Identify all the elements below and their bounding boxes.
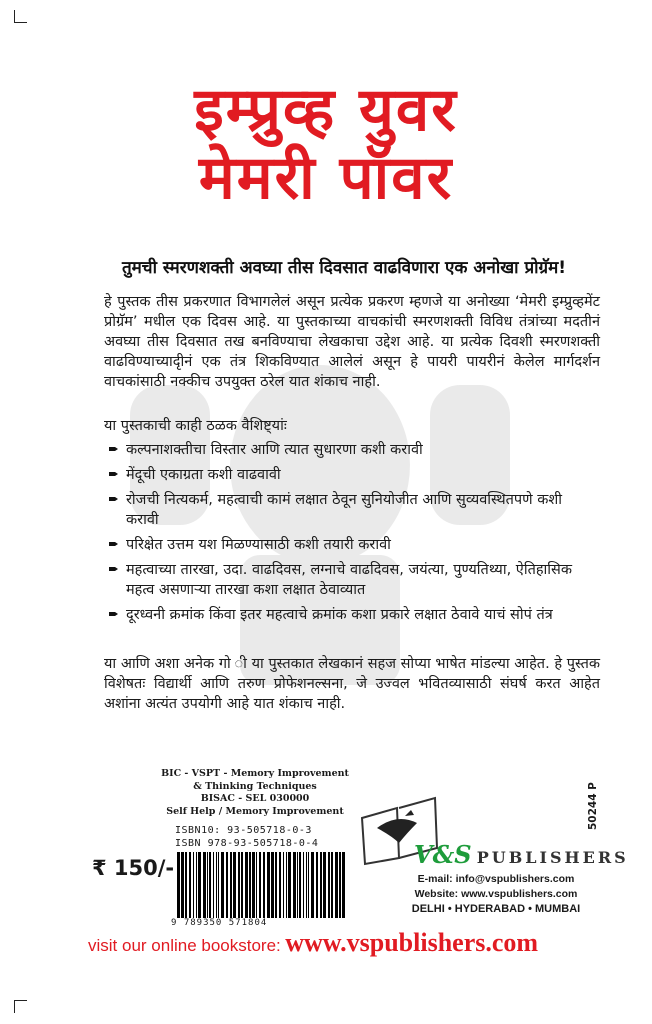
crop-mark-top-left bbox=[14, 10, 27, 23]
barcode-bar bbox=[241, 852, 243, 918]
bic-line: Self Help / Memory Improvement bbox=[166, 805, 344, 817]
feature-item bbox=[108, 490, 598, 530]
visit-bookstore bbox=[88, 928, 538, 958]
barcode-bar bbox=[339, 852, 341, 918]
brand-publishers: PUBLISHERS bbox=[476, 848, 629, 867]
title-line-2: मेमरी पॉवर bbox=[198, 143, 454, 213]
barcode-bar bbox=[286, 852, 287, 918]
feature-item bbox=[108, 560, 598, 600]
barcode-bar bbox=[335, 852, 338, 918]
barcode-bar bbox=[320, 852, 322, 918]
barcode-bar bbox=[233, 852, 236, 918]
pointing-hand-icon bbox=[108, 493, 120, 505]
barcode-bar bbox=[203, 852, 206, 918]
barcode-bar bbox=[193, 852, 194, 918]
features-list bbox=[108, 440, 598, 630]
barcode-bar bbox=[342, 852, 345, 918]
pointing-hand-icon bbox=[108, 608, 120, 620]
barcode-bar bbox=[230, 852, 232, 918]
title-line-1: इम्प्रुव्ह युवर bbox=[194, 75, 458, 145]
barcode-bar bbox=[245, 852, 248, 918]
barcode-bar bbox=[293, 852, 296, 918]
barcode-bar bbox=[252, 852, 255, 918]
feature-text: कल्पनाशक्तीचा विस्तार आणि त्यात सुधारणा कशी करावी bbox=[126, 442, 423, 458]
barcode-bar bbox=[189, 852, 191, 918]
feature-text: रोजची नित्यकर्म, महत्वाची कामं लक्षात ठेवून सुनियोजीत आणि सुव्यवस्थितपणे कशी करावी bbox=[126, 492, 563, 528]
barcode-bar bbox=[331, 852, 333, 918]
barcode-bar bbox=[259, 852, 261, 918]
bic-line: BIC - VSPT - Memory Improvement bbox=[161, 768, 349, 779]
contact-info bbox=[400, 872, 592, 917]
barcode-bar bbox=[283, 852, 284, 918]
barcode-bar bbox=[316, 852, 318, 918]
barcode-bar bbox=[226, 852, 228, 918]
barcode-bar bbox=[218, 852, 219, 918]
barcode-bar bbox=[207, 852, 208, 918]
barcode-bar bbox=[328, 852, 330, 918]
barcode-bar bbox=[288, 852, 291, 918]
bic-line: & Thinking Techniques bbox=[193, 780, 317, 792]
brand-vs: V&S bbox=[414, 840, 472, 869]
feature-text: महत्वाच्या तारखा, उदा. वाढदिवस, लग्नाचे वाढदिवस, जयंत्या, पुण्यतिथ्या, ऐतिहासिक महत्व असणाऱ्या तारखा कशा लक्षात ठेवाव्यात bbox=[126, 562, 572, 598]
isbn10: ISBN10: 93-505718-0-3 bbox=[175, 825, 312, 836]
feature-text: परिक्षेत उत्तम यश मिळण्यासाठी कशी तयारी करावी bbox=[126, 537, 391, 553]
isbn13: ISBN 978-93-505718-0-4 bbox=[175, 838, 319, 849]
intro-paragraph: हे पुस्तक तीस प्रकरणात विभागलेलं असून प्रत्येक प्रकरण म्हणजे या अनोख्या ‘मेमरी इम्प्रुव्हमेंट प्रोग्रॅम’ मधील एक दिवस आहे. या पुस्तकाच्या वाचकांची स्मरणशक्ती विविध तंत्रांच्या मदतीनं अवघ्या तीस दिवसात तख बनविण्याचा लेखकाचा उद्देश आहे. या प्रत्येक दिवशी स्मरणशक्ती वाढविण्याच्यादृीनं एक तंत्र शिकविण्यात आलेलं असून हे पायरी पायरीनं केलेल मार्गदर्शन वाचकांसाठी नक्कीच उपयुक्त ठरेल यात शंकाच नाही. bbox=[104, 294, 600, 390]
barcode-bar bbox=[267, 852, 270, 918]
barcode-bar bbox=[271, 852, 274, 918]
feature-item bbox=[108, 535, 598, 555]
bic-codes bbox=[160, 768, 350, 818]
barcode-bar bbox=[177, 852, 180, 918]
feature-text: दूरध्वनी क्रमांक किंवा इतर महत्वाचे क्रमांक कशा प्रकारे लक्षात ठेवावे याचं सोपं तंत्र bbox=[126, 607, 553, 623]
website: Website: www.vspublishers.com bbox=[414, 888, 578, 900]
barcode-bar bbox=[308, 852, 309, 918]
barcode-bar bbox=[198, 852, 201, 918]
tagline: तुमची स्मरणशक्ती अवघ्या तीस दिवसात वाढविणारा एक अनोखा प्रोग्रॅम! bbox=[121, 258, 567, 278]
barcode-bar bbox=[306, 852, 307, 918]
barcode-bar bbox=[256, 852, 257, 918]
barcode-bar bbox=[238, 852, 240, 918]
features-heading: या पुस्तकाची काही ठळक वैशिष्ट्यांः bbox=[104, 418, 287, 434]
feature-text: मेंदूची एकाग्रता कशी वाढवावी bbox=[126, 467, 281, 483]
bic-line: BISAC - SEL 030000 bbox=[200, 793, 310, 804]
barcode-bar bbox=[216, 852, 217, 918]
price: ₹ 150/- bbox=[92, 856, 175, 880]
pointing-hand-icon bbox=[108, 468, 120, 480]
barcode-bar bbox=[299, 852, 301, 918]
barcode-bar bbox=[221, 852, 224, 918]
visit-label: visit our online bookstore: bbox=[88, 936, 281, 955]
barcode-bar bbox=[209, 852, 211, 918]
cities: DELHI • HYDERABAD • MUMBAI bbox=[411, 903, 581, 915]
barcode-bar bbox=[279, 852, 281, 918]
feature-item bbox=[108, 605, 598, 625]
crop-mark-bottom-left bbox=[14, 1000, 27, 1013]
barcode bbox=[171, 852, 349, 928]
feature-item bbox=[108, 465, 598, 485]
barcode-bar bbox=[213, 852, 214, 918]
publisher-brand bbox=[414, 840, 629, 869]
barcode-bar bbox=[311, 852, 314, 918]
isbn-block bbox=[175, 824, 318, 850]
publication-code: 50244 P bbox=[587, 782, 599, 830]
barcode-bar bbox=[185, 852, 187, 918]
barcode-bar bbox=[303, 852, 304, 918]
barcode-bar bbox=[181, 852, 184, 918]
barcode-bar bbox=[196, 852, 197, 918]
barcode-bar bbox=[323, 852, 326, 918]
barcode-bar bbox=[297, 852, 298, 918]
email: E-mail: info@vspublishers.com bbox=[417, 873, 575, 885]
barcode-bar bbox=[249, 852, 251, 918]
visit-url[interactable]: www.vspublishers.com bbox=[285, 928, 539, 957]
pointing-hand-icon bbox=[108, 443, 120, 455]
barcode-bar bbox=[263, 852, 265, 918]
barcode-bar bbox=[275, 852, 277, 918]
barcode-number: 9 789350 571804 bbox=[171, 918, 268, 928]
pointing-hand-icon bbox=[108, 563, 120, 575]
outro-paragraph: या आणि अशा अनेक गो ी या पुस्तकात लेखकानं सहज सोप्या भाषेत मांडल्या आहेत. हे पुस्तक विशेषतः विद्यार्थी आणि तरुण प्रोफेशनल्सना, जे उज्वल भवितव्यासाठी संघर्ष करत आहेत अशांना अत्यंत उपयोगी आहे यात शंकाच नाही. bbox=[104, 656, 600, 712]
feature-item bbox=[108, 440, 598, 460]
pointing-hand-icon bbox=[108, 538, 120, 550]
